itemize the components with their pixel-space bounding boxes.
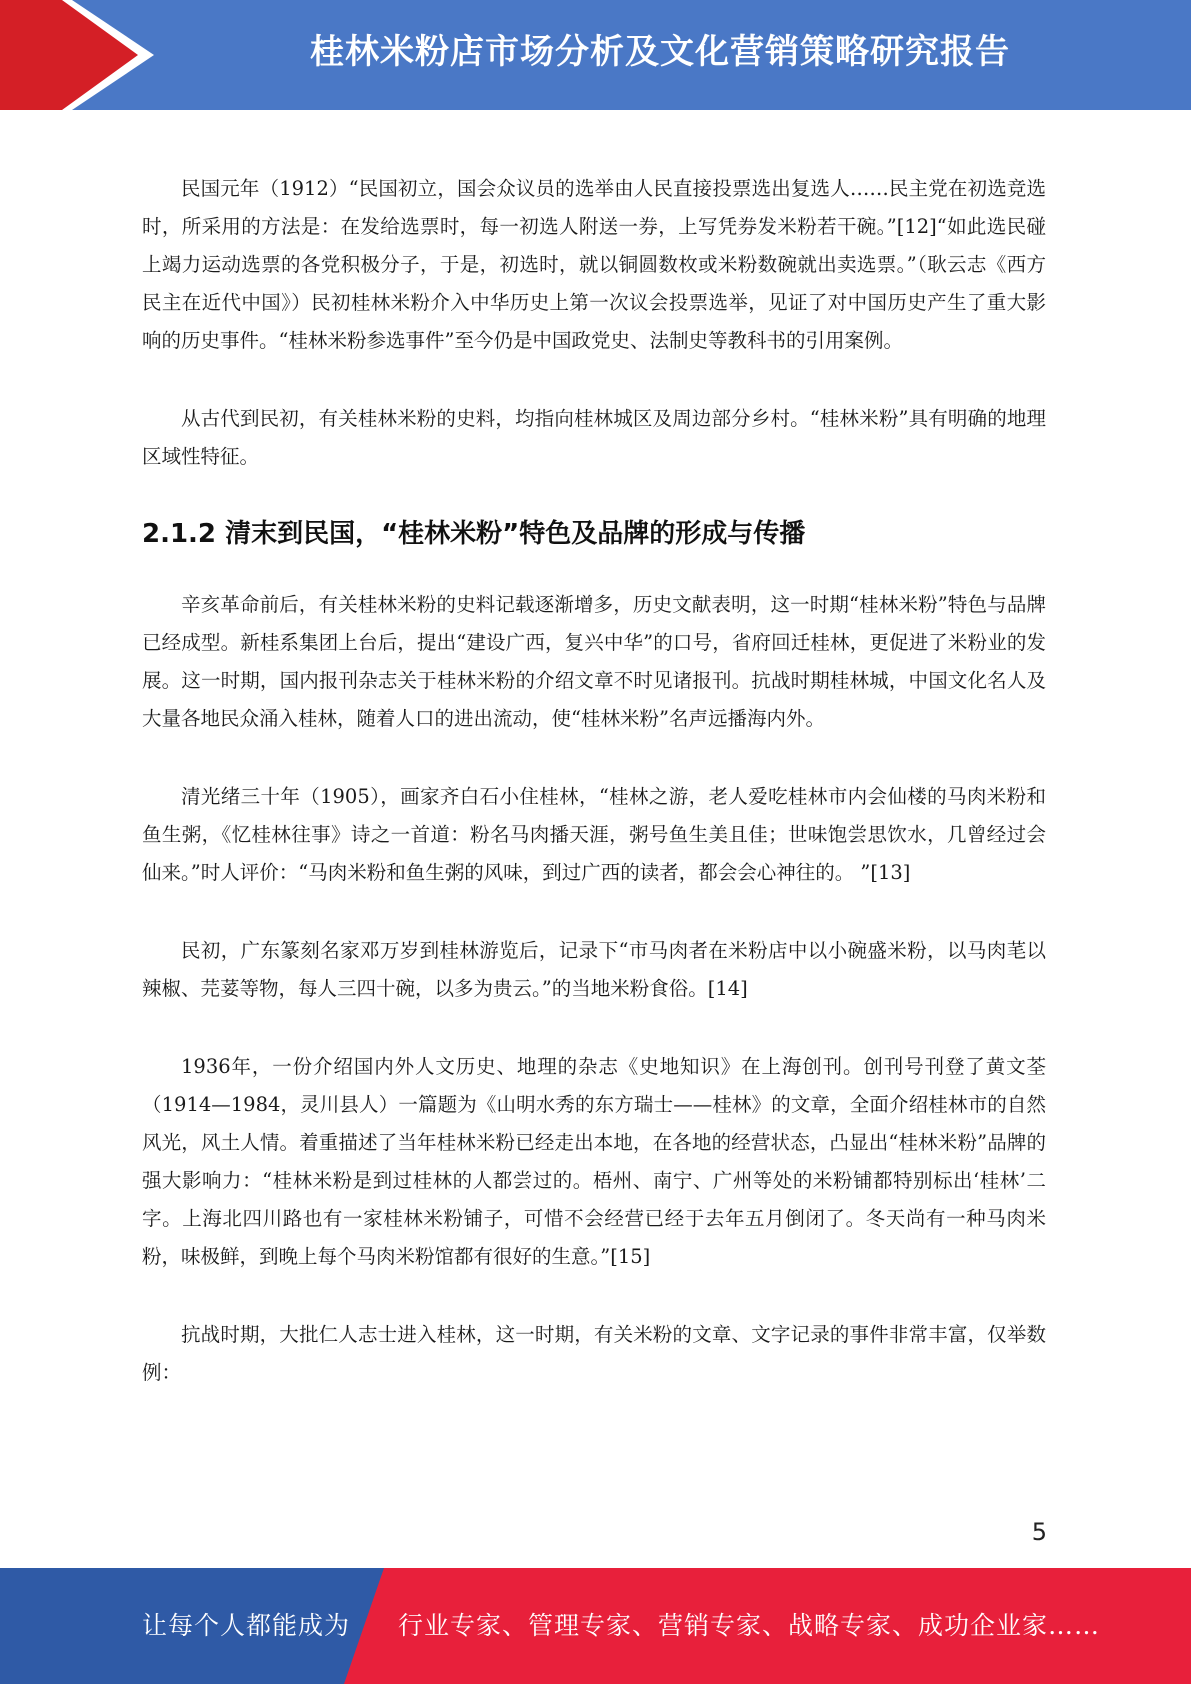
paragraph: 辛亥革命前后，有关桂林米粉的史料记载逐渐增多，历史文献表明，这一时期“桂林米粉”特色与品牌已经成型。新桂系集团上台后，提出“建设广西，复兴中华”的口号，省府回迁桂林，更促进了米粉业的发展。这一时期，国内报刊杂志关于桂林米粉的介绍文章不时见诸报刊。抗战时期桂林城，中国文化名人及大量各地民众涌入桂林，随着人口的进出流动，使“桂林米粉”名声远播海内外。 [142,593,1046,730]
page-number: 5 [1031,1518,1047,1546]
header-red-block [0,0,150,110]
document-body [142,170,1046,1432]
footer-slogan-right: 行业专家、管理专家、营销专家、战略专家、成功企业家…… [398,1611,1101,1640]
page-footer [0,1568,1191,1684]
paragraph: 1936年，一份介绍国内外人文历史、地理的杂志《史地知识》在上海创刊。创刊号刊登了黄文荃（1914—1984，灵川县人）一篇题为《山明水秀的东方瑞士——桂林》的文章，全面介绍桂林市的自然风光，风土人情。着重描述了当年桂林米粉已经走出本地，在各地的经营状态，凸显出“桂林米粉”品牌的强大影响力：“桂林米粉是到过桂林的人都尝过的。梧州、南宁、广州等处的米粉铺都特别标出‘桂林’二字。上海北四川路也有一家桂林米粉铺子，可惜不会经营已经于去年五月倒闭了。冬天尚有一种马肉米粉，味极鲜，到晚上每个马肉米粉馆都有很好的生意。”[15] [142,1055,1046,1268]
paragraph: 清光绪三十年（1905），画家齐白石小住桂林，“桂林之游，老人爱吃桂林市内会仙楼的马肉米粉和鱼生粥，《忆桂林往事》诗之一首道：粉名马肉播天涯，粥号鱼生美且佳；世味饱尝思饮水，几曾经过会仙来。”时人评价：“马肉米粉和鱼生粥的风味，到过广西的读者，都会会心神往的。 ”[13] [142,785,1046,884]
paragraph: 民国元年（1912）“民国初立，国会众议员的选举由人民直接投票选出复选人……民主党在初选竞选时，所采用的方法是：在发给选票时，每一初选人附送一券，上写凭券发米粉若干碗。”[12]“如此选民碰上竭力运动选票的各党积极分子，于是，初选时，就以铜圆数枚或米粉数碗就出卖选票。”（耿云志《西方民主在近代中国》）民初桂林米粉介入中华历史上第一次议会投票选举，见证了对中国历史产生了重大影响的历史事件。“桂林米粉参选事件”至今仍是中国政党史、法制史等教科书的引用案例。 [142,177,1046,352]
header-title: 桂林米粉店市场分析及文化营销策略研究报告 [310,32,1010,72]
section-title: 2.1.2 清末到民国，“桂林米粉”特色及品牌的形成与传播 [142,519,806,549]
paragraph: 民初，广东篆刻名家邓万岁到桂林游览后，记录下“市马肉者在米粉店中以小碗盛米粉，以马肉芼以辣椒、芫荽等物，每人三四十碗，以多为贵云。”的当地米粉食俗。[14] [142,939,1046,1000]
paragraph: 从古代到民初，有关桂林米粉的史料，均指向桂林城区及周边部分乡村。“桂林米粉”具有明确的地理区域性特征。 [142,407,1046,468]
page-header [0,0,1191,110]
paragraph: 抗战时期，大批仁人志士进入桂林，这一时期，有关米粉的文章、文字记录的事件非常丰富，仅举数例： [142,1323,1046,1384]
footer-slogan-left: 让每个人都能成为 [142,1611,351,1640]
